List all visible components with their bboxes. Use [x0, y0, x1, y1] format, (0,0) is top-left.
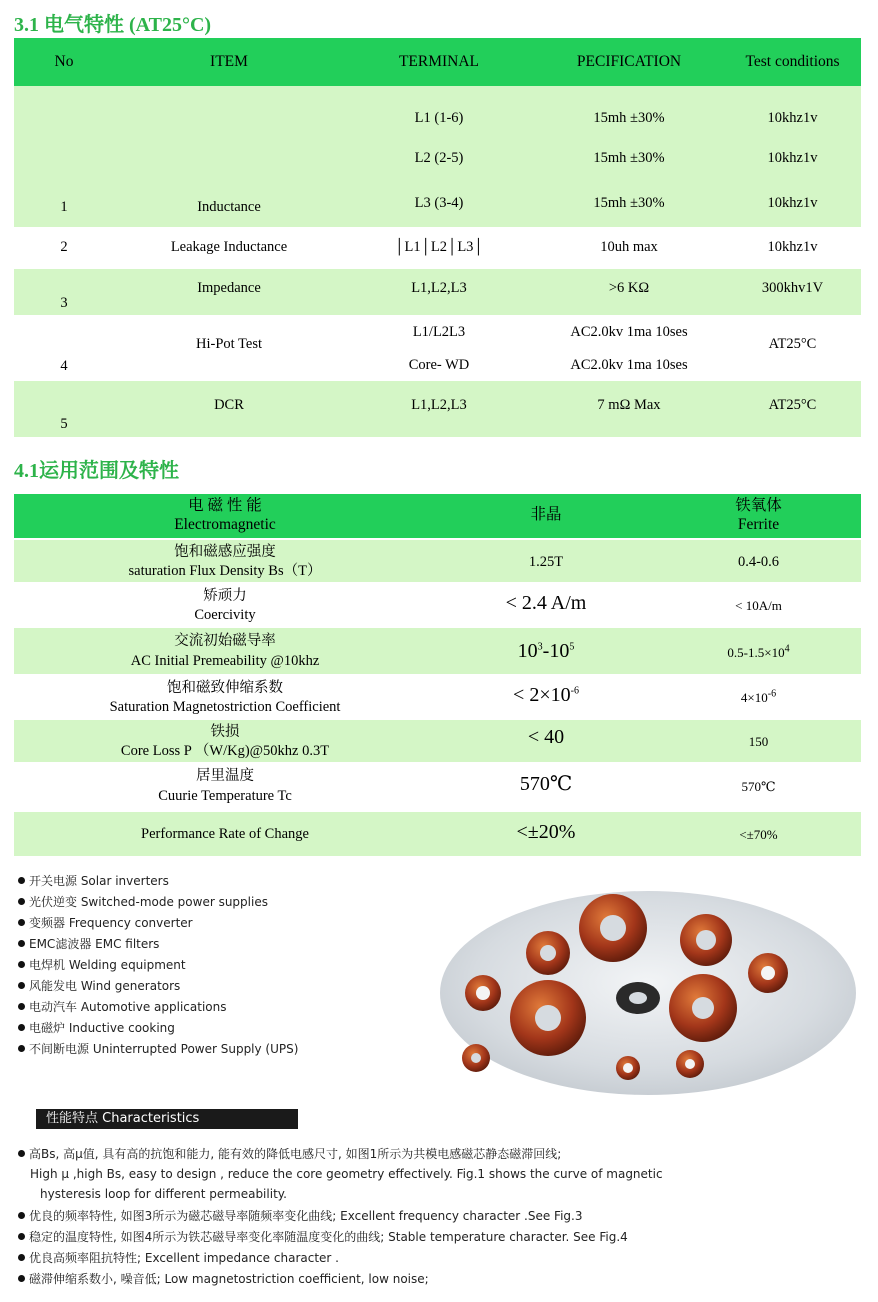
- ferrite-value: < 10A/m: [735, 598, 782, 613]
- row-item: Inductance: [197, 199, 261, 215]
- prop-cn: 居里温度: [196, 768, 254, 784]
- list-item: [18, 977, 180, 995]
- table-row-hipot: [14, 317, 861, 379]
- amorphous-value: < 40: [527, 726, 565, 748]
- header-terminal: TERMINAL: [398, 53, 480, 70]
- list-item-text: 电磁炉 Inductive cooking: [29, 1021, 175, 1035]
- bullet-icon: [18, 1254, 25, 1261]
- header-ferrite-en: Ferrite: [737, 516, 780, 533]
- row-item: Leakage Inductance: [170, 239, 288, 255]
- bullet-icon: [18, 1024, 25, 1031]
- header-item: ITEM: [210, 53, 248, 70]
- row-item: Impedance: [197, 280, 261, 296]
- list-item-text: 优良的频率特性, 如图3所示为磁芯磁导率随频率变化曲线; Excellent frequency character .See Fig.3: [29, 1209, 583, 1223]
- terminal-l1: L1 (1-6): [414, 110, 464, 126]
- prop-cn: 交流初始磁导率: [174, 633, 276, 649]
- material-row-magnetostriction: [14, 676, 861, 718]
- list-item: [18, 1040, 298, 1058]
- list-item-text: EMC滤波器 EMC filters: [29, 937, 160, 951]
- material-table: [14, 494, 861, 858]
- amorphous-base: 10: [517, 640, 538, 662]
- prop-en: Cuurie Temperature Tc: [158, 788, 292, 804]
- row-cond: 300khv1V: [761, 280, 824, 296]
- header-amorphous: 非晶: [530, 506, 562, 523]
- prop-en: Saturation Magnetostriction Coefficient: [109, 699, 341, 715]
- prop-cn: 矫顽力: [203, 588, 247, 604]
- row-cond: AT25°C: [768, 336, 817, 352]
- prop-cn: 铁损: [210, 724, 240, 740]
- terminal-l3: L3 (3-4): [414, 195, 464, 211]
- list-item: [18, 914, 193, 932]
- amorphous-exp: -6: [570, 685, 579, 697]
- amorphous-exp2: 5: [569, 641, 575, 653]
- bullet-icon: [18, 877, 25, 884]
- ferrite-value: <±70%: [739, 827, 778, 842]
- row-spec: 10uh max: [600, 239, 658, 255]
- cond-l2: 10khz1v: [767, 150, 818, 166]
- bullet-icon: [18, 940, 25, 947]
- list-item: [18, 1249, 339, 1267]
- row-no: 5: [60, 416, 68, 432]
- prop-en: AC Initial Premeability @10khz: [130, 653, 320, 669]
- bullet-icon: [18, 1212, 25, 1219]
- table-row-leakage: [14, 227, 861, 267]
- bullet-icon: [18, 961, 25, 968]
- row-no: 2: [60, 239, 68, 255]
- bullet-icon: [18, 1045, 25, 1052]
- row-spec: 7 mΩ Max: [597, 397, 661, 413]
- ferrite-value: 0.4-0.6: [737, 554, 780, 570]
- cond-l1: 10khz1v: [767, 110, 818, 126]
- spec-l3: 15mh ±30%: [593, 195, 665, 211]
- header-test-conditions: Test conditions: [745, 53, 840, 70]
- row-terminal: L1,L2,L3: [411, 280, 467, 296]
- row-spec: >6 KΩ: [608, 280, 650, 296]
- terminal-line2: Core- WD: [408, 357, 470, 373]
- amorphous-value: 570℃: [519, 773, 573, 795]
- list-item: [18, 1228, 628, 1246]
- list-item: [18, 1270, 429, 1288]
- row-no: 4: [60, 358, 68, 374]
- amorphous-value: [436, 642, 656, 660]
- table-row-dcr: [14, 381, 861, 437]
- header-electromagnetic-cn: 电 磁 性 能: [188, 497, 262, 514]
- spec-l2: 15mh ±30%: [593, 150, 665, 166]
- row-terminal: L1,L2,L3: [411, 397, 467, 413]
- list-item-text: 风能发电 Wind generators: [29, 979, 181, 993]
- row-terminal: │L1│L2│L3│: [394, 239, 484, 255]
- amorphous-value: 1.25T: [528, 554, 564, 570]
- toroid-inductors-photo: [438, 878, 858, 1098]
- bullet-icon: [18, 982, 25, 989]
- list-item-text: 开关电源 Solar inverters: [29, 874, 169, 888]
- list-item: [18, 872, 169, 890]
- material-row-saturation: [14, 540, 861, 582]
- list-item: [18, 956, 186, 974]
- characteristics-title-bar: 性能特点 Characteristics: [36, 1109, 298, 1129]
- terminal-line1: L1/L2L3: [412, 324, 466, 340]
- section-title-electrical: 3.1 电气特性 (AT25°C): [14, 14, 212, 36]
- list-item: [18, 1019, 175, 1037]
- bullet-icon: [18, 898, 25, 905]
- prop-cn: 饱和磁感应强度: [174, 544, 276, 560]
- list-item-continuation: High μ ,high Bs, easy to design , reduce the core geometry effectively. Fig.1 shows the curve of magnetic: [30, 1167, 663, 1181]
- ferrite-exp: 4: [784, 643, 790, 655]
- row-no: 3: [60, 295, 68, 311]
- list-item-continuation: hysteresis loop for different permeability.: [40, 1187, 287, 1201]
- amorphous-exp1: 3: [537, 641, 543, 653]
- ferrite-value: [656, 689, 861, 707]
- list-item-text: 变频器 Frequency converter: [29, 916, 193, 930]
- prop-en: Performance Rate of Change: [141, 826, 309, 842]
- list-item: [18, 1207, 582, 1225]
- prop-en: saturation Flux Density Bs（T）: [128, 563, 322, 579]
- table-header-row: [14, 38, 861, 86]
- prop-en: Core Loss P （W/Kg)@50khz 0.3T: [120, 743, 330, 759]
- row-cond: AT25°C: [768, 397, 817, 413]
- list-item: [18, 893, 268, 911]
- material-row-performance: [14, 812, 861, 856]
- amorphous-value: < 2.4 A/m: [505, 592, 587, 614]
- ferrite-value: [656, 644, 861, 662]
- amorphous-base: < 2×10: [513, 684, 571, 706]
- list-item: [18, 1145, 561, 1163]
- bullet-icon: [18, 919, 25, 926]
- spec-line2: AC2.0kv 1ma 10ses: [570, 357, 688, 373]
- header-electromagnetic-en: Electromagnetic: [174, 516, 276, 533]
- amorphous-mid: -10: [542, 640, 570, 662]
- spec-l1: 15mh ±30%: [593, 110, 665, 126]
- header-specification: PECIFICATION: [576, 53, 682, 70]
- list-item-text: 光伏逆变 Switched-mode power supplies: [29, 895, 268, 909]
- row-no: 1: [60, 199, 68, 215]
- prop-cn: 饱和磁致伸缩系数: [167, 680, 283, 696]
- amorphous-value: [436, 686, 656, 704]
- header-ferrite-cn: 铁氧体: [735, 497, 782, 514]
- ferrite-base: 4×10: [740, 690, 768, 705]
- material-row-coercivity: [14, 584, 861, 626]
- terminal-l2: L2 (2-5): [414, 150, 464, 166]
- material-row-permeability: [14, 628, 861, 674]
- ferrite-exp: -6: [767, 688, 777, 700]
- prop-en: Coercivity: [194, 607, 256, 623]
- section-title-application: 4.1运用范围及特性: [14, 460, 179, 482]
- spec-line1: AC2.0kv 1ma 10ses: [570, 324, 688, 340]
- list-item-text: 优良高频率阻抗特性; Excellent impedance character .: [29, 1251, 339, 1265]
- table-row-impedance: [14, 269, 861, 315]
- list-item-text: 电动汽车 Automotive applications: [29, 1000, 227, 1014]
- electrical-table: [14, 38, 861, 438]
- ferrite-value: 150: [748, 734, 769, 749]
- bullet-icon: [18, 1150, 25, 1157]
- header-no: No: [54, 53, 74, 70]
- row-cond: 10khz1v: [767, 239, 818, 255]
- bullet-icon: [18, 1233, 25, 1240]
- ferrite-value: 570℃: [741, 779, 776, 794]
- row-item: DCR: [214, 397, 244, 413]
- list-item-text: 不间断电源 Uninterrupted Power Supply (UPS): [29, 1042, 299, 1056]
- list-item-text: 电焊机 Welding equipment: [29, 958, 186, 972]
- cond-l3: 10khz1v: [767, 195, 818, 211]
- material-row-curie: [14, 764, 861, 808]
- list-item-text: 稳定的温度特性, 如图4所示为铁芯磁导率变化率随温度变化的曲线; Stable temperature character. See Fig.4: [29, 1230, 628, 1244]
- list-item: [18, 935, 159, 953]
- bullet-icon: [18, 1003, 25, 1010]
- ferrite-base: 0.5-1.5×10: [727, 645, 785, 660]
- list-item: [18, 998, 227, 1016]
- list-item-text: 高Bs, 高μ值, 具有高的抗饱和能力, 能有效的降低电感尺寸, 如图1所示为共模电感磁芯静态磁滞回线;: [29, 1147, 562, 1161]
- row-item: Hi-Pot Test: [196, 336, 262, 352]
- material-row-core-loss: [14, 720, 861, 762]
- material-header-row: [14, 494, 861, 538]
- list-item-text: 磁滞伸缩系数小, 噪音低; Low magnetostriction coefficient, low noise;: [29, 1272, 429, 1286]
- amorphous-value: <±20%: [516, 821, 576, 843]
- bullet-icon: [18, 1275, 25, 1282]
